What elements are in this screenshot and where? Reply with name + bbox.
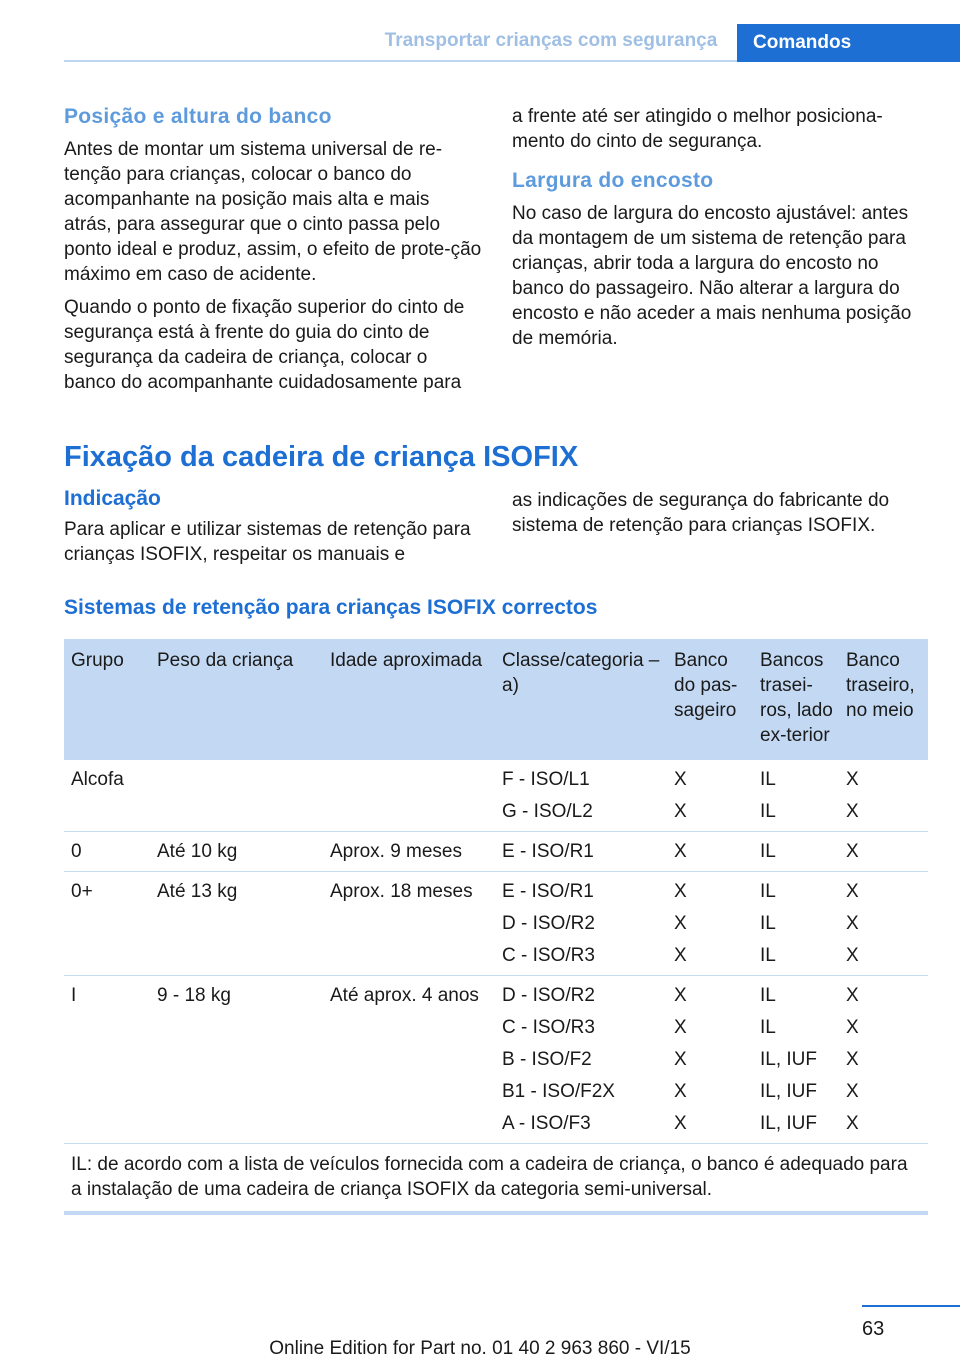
header-weight: Peso da criança [150, 639, 323, 760]
page-number-rule [862, 1305, 960, 1307]
page-number: 63 [862, 1318, 885, 1340]
cell-rear-outer-line: IL, IUF [760, 1113, 818, 1134]
cell-class-line: E - ISO/R1 [502, 841, 594, 862]
online-edition-footer: Online Edition for Part no. 01 40 2 963 860 - VI/15 [269, 1338, 691, 1359]
cell-rear-middle-line: X [846, 841, 859, 862]
left-column-note [64, 486, 482, 575]
cell-front-seat [667, 832, 753, 872]
cell-class-line: C - ISO/R3 [502, 945, 595, 966]
cell-front-seat-line: X [674, 1113, 687, 1134]
cell-front-seat-line: X [674, 985, 687, 1006]
cell-class [495, 760, 667, 832]
cell-front-seat [667, 976, 753, 1144]
cell-rear-middle-line: X [846, 945, 859, 966]
cell-front-seat-line: X [674, 881, 687, 902]
cell-age: Aprox. 18 meses [323, 872, 495, 976]
cell-rear-outer-line: IL [760, 769, 776, 790]
cell-rear-outer [753, 976, 839, 1144]
cell-class-line: D - ISO/R2 [502, 985, 595, 1006]
cell-front-seat-line: X [674, 769, 687, 790]
cell-front-seat-line: X [674, 913, 687, 934]
cell-class-line: D - ISO/R2 [502, 913, 595, 934]
table-row [64, 976, 928, 1144]
cell-rear-middle-line: X [846, 1049, 859, 1070]
cell-rear-outer-line: IL [760, 1017, 776, 1038]
cell-weight: Até 13 kg [150, 872, 323, 976]
cell-front-seat-line: X [674, 1081, 687, 1102]
cell-group: I [64, 976, 150, 1144]
backrest-width-paragraph: No caso de largura do encosto ajustável: antes da montagem de um sistema de retenção para crianças, abrir toda a largura do encosto no banco do passageiro. Não alterar a largura do encosto e não aceder a mais nenhuma posição de memória. [512, 203, 912, 349]
cell-rear-middle-line: X [846, 1113, 859, 1134]
isofix-table [64, 639, 928, 1215]
note-paragraph: Para aplicar e utilizar sistemas de retenção para crianças ISOFIX, respeitar os manuais e [64, 519, 471, 565]
cell-rear-outer-line: IL [760, 801, 776, 822]
cell-rear-outer-line: IL, IUF [760, 1081, 818, 1102]
cell-class [495, 872, 667, 976]
header-group: Grupo [64, 639, 150, 760]
seat-position-paragraph-1: Antes de montar um sistema universal de re-tenção para crianças, colocar o banco do acompanhante na posição mais alta e mais atrás, para assegurar que o cinto passa pelo ponto ideal e produz, assim, o efeito de prote-ção máximo em caso de acidente. [64, 139, 482, 285]
backrest-width-heading: Largura do encosto [512, 169, 714, 192]
header-age: Idade aproximada [323, 639, 495, 760]
cell-front-seat-line: X [674, 801, 687, 822]
isofix-heading: Fixação da cadeira de criança ISOFIX [64, 441, 579, 473]
cell-rear-outer [753, 760, 839, 832]
cell-rear-outer-line: IL [760, 881, 776, 902]
cell-front-seat-line: X [674, 841, 687, 862]
cell-rear-middle-line: X [846, 881, 859, 902]
table-footnote-row [64, 1144, 928, 1214]
header-class: Classe/categoria – a) [495, 639, 667, 760]
cell-class-line: E - ISO/R1 [502, 881, 594, 902]
table-row [64, 832, 928, 872]
cell-class-line: G - ISO/L2 [502, 801, 593, 822]
cell-rear-outer-line: IL [760, 841, 776, 862]
cell-rear-outer-line: IL [760, 913, 776, 934]
right-column-top [512, 104, 930, 359]
cell-front-seat [667, 872, 753, 976]
cell-rear-middle-line: X [846, 913, 859, 934]
note-heading: Indicação [64, 487, 161, 510]
header-section-title: Transportar crianças com segurança [384, 30, 718, 51]
cell-front-seat-line: X [674, 1017, 687, 1038]
cell-rear-middle [839, 760, 928, 832]
header-rear-outer: Bancos trasei-ros, lado ex-terior [753, 639, 839, 760]
cell-age [323, 760, 495, 832]
cell-class [495, 976, 667, 1144]
cell-rear-middle-line: X [846, 985, 859, 1006]
cell-front-seat-line: X [674, 945, 687, 966]
table-header-row [64, 639, 928, 760]
cell-class [495, 832, 667, 872]
seat-position-paragraph-2: Quando o ponto de fixação superior do cinto de segurança está à frente do guia do cinto de segurança da cadeira de criança, colocar o banco do acompanhante cuidadosamente para [64, 297, 465, 393]
table-row [64, 872, 928, 976]
cell-rear-middle [839, 832, 928, 872]
cell-front-seat-line: X [674, 1049, 687, 1070]
cell-rear-middle-line: X [846, 1081, 859, 1102]
cell-rear-middle-line: X [846, 801, 859, 822]
cell-group: 0+ [64, 872, 150, 976]
cell-rear-outer [753, 832, 839, 872]
cell-front-seat [667, 760, 753, 832]
cell-age: Aprox. 9 meses [323, 832, 495, 872]
cell-rear-outer-line: IL, IUF [760, 1049, 818, 1070]
header-rear-middle: Banco traseiro, no meio [839, 639, 928, 760]
cell-class-line: C - ISO/R3 [502, 1017, 595, 1038]
cell-class-line: B1 - ISO/F2X [502, 1081, 615, 1102]
table-row [64, 760, 928, 832]
cell-weight: 9 - 18 kg [150, 976, 323, 1144]
cell-rear-middle-line: X [846, 769, 859, 790]
cell-group: Alcofa [64, 760, 150, 832]
cell-class-line: B - ISO/F2 [502, 1049, 592, 1070]
cell-weight: Até 10 kg [150, 832, 323, 872]
cell-rear-middle [839, 976, 928, 1144]
cell-rear-outer [753, 872, 839, 976]
cell-rear-outer-line: IL [760, 945, 776, 966]
cell-weight [150, 760, 323, 832]
header-divider [64, 60, 737, 62]
cell-class-line: F - ISO/L1 [502, 769, 590, 790]
header-front-seat: Banco do pas-sageiro [667, 639, 753, 760]
left-column-top [64, 104, 482, 403]
cell-class-line: A - ISO/F3 [502, 1113, 591, 1134]
cell-rear-middle-line: X [846, 1017, 859, 1038]
cell-age: Até aprox. 4 anos [323, 976, 495, 1144]
table-footnote: IL: de acordo com a lista de veículos fornecida com a cadeira de criança, o banco é adequado para a instalação de uma cadeira de criança ISOFIX da categoria semi-universal. [64, 1144, 928, 1214]
isofix-table-heading: Sistemas de retenção para crianças ISOFIX correctos [64, 596, 598, 619]
right-column-note [512, 488, 930, 546]
seat-position-heading: Posição e altura do banco [64, 105, 332, 128]
note-paragraph-cont: as indicações de segurança do fabricante do sistema de retenção para crianças ISOFIX. [512, 490, 890, 536]
cell-rear-outer-line: IL [760, 985, 776, 1006]
header-chapter-tab[interactable]: Comandos [737, 24, 960, 62]
cell-group: 0 [64, 832, 150, 872]
cell-rear-middle [839, 872, 928, 976]
seat-position-paragraph-2-cont: a frente até ser atingido o melhor posiciona-mento do cinto de segurança. [512, 106, 883, 152]
